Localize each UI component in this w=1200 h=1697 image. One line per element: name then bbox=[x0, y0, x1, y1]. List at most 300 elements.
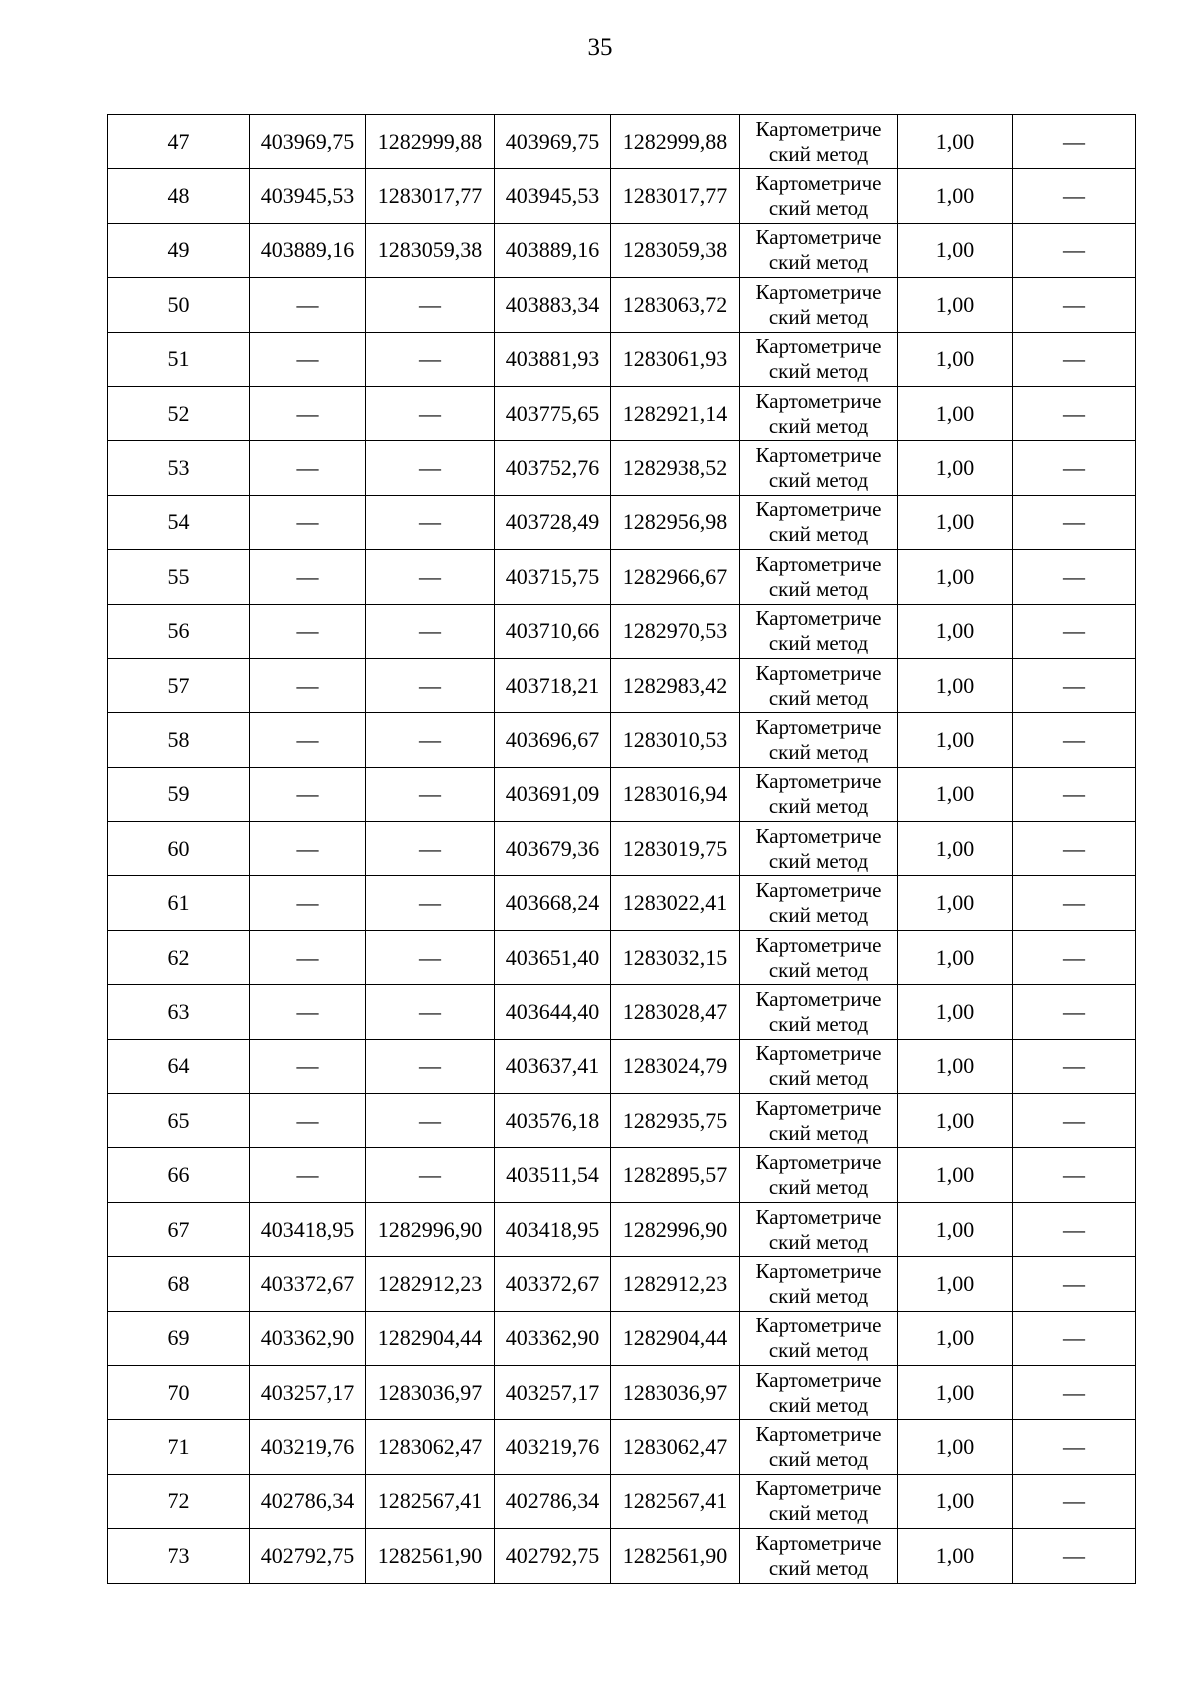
refined-x-cell: 403696,67 bbox=[495, 713, 611, 767]
point-number-cell: 57 bbox=[108, 658, 250, 712]
method-cell bbox=[740, 495, 898, 549]
refined-y-cell: 1283036,97 bbox=[611, 1365, 740, 1419]
method-cell bbox=[740, 876, 898, 930]
refined-x-cell: 403372,67 bbox=[495, 1257, 611, 1311]
accuracy-cell: 1,00 bbox=[898, 1365, 1013, 1419]
method-line-2: ский метод bbox=[768, 1447, 869, 1472]
accuracy-cell: 1,00 bbox=[898, 1257, 1013, 1311]
method-cell bbox=[740, 1094, 898, 1148]
refined-x-cell: 403644,40 bbox=[495, 985, 611, 1039]
existing-y-cell: — bbox=[366, 767, 495, 821]
method-line-2: ский метод bbox=[768, 631, 869, 656]
refined-x-cell: 403257,17 bbox=[495, 1365, 611, 1419]
table-row bbox=[108, 1365, 1136, 1419]
note-cell: — bbox=[1013, 1039, 1136, 1093]
method-cell bbox=[740, 985, 898, 1039]
refined-y-cell: 1282561,90 bbox=[611, 1529, 740, 1583]
table-row bbox=[108, 278, 1136, 332]
method-line-1: Картометриче bbox=[755, 878, 882, 903]
existing-y-cell: 1283059,38 bbox=[366, 223, 495, 277]
method-line-2: ский метод bbox=[768, 794, 869, 819]
existing-x-cell: — bbox=[250, 386, 366, 440]
method-line-1: Картометриче bbox=[755, 116, 882, 141]
refined-x-cell: 403691,09 bbox=[495, 767, 611, 821]
note-cell: — bbox=[1013, 441, 1136, 495]
refined-x-cell: 403637,41 bbox=[495, 1039, 611, 1093]
method-cell bbox=[740, 278, 898, 332]
table-row bbox=[108, 930, 1136, 984]
table-row bbox=[108, 1420, 1136, 1474]
refined-y-cell: 1282912,23 bbox=[611, 1257, 740, 1311]
existing-y-cell: — bbox=[366, 713, 495, 767]
point-number-cell: 55 bbox=[108, 550, 250, 604]
point-number-cell: 56 bbox=[108, 604, 250, 658]
method-line-2: ский метод bbox=[768, 250, 869, 275]
table-row bbox=[108, 386, 1136, 440]
accuracy-cell: 1,00 bbox=[898, 822, 1013, 876]
accuracy-cell: 1,00 bbox=[898, 604, 1013, 658]
method-line-2: ский метод bbox=[768, 468, 869, 493]
note-cell: — bbox=[1013, 115, 1136, 169]
table-row bbox=[108, 1474, 1136, 1528]
table-row bbox=[108, 1039, 1136, 1093]
existing-x-cell: — bbox=[250, 278, 366, 332]
accuracy-cell: 1,00 bbox=[898, 1202, 1013, 1256]
accuracy-cell: 1,00 bbox=[898, 1039, 1013, 1093]
point-number-cell: 62 bbox=[108, 930, 250, 984]
accuracy-cell: 1,00 bbox=[898, 930, 1013, 984]
method-line-2: ский метод bbox=[768, 1338, 869, 1363]
refined-y-cell: 1283010,53 bbox=[611, 713, 740, 767]
existing-y-cell: — bbox=[366, 822, 495, 876]
existing-x-cell: — bbox=[250, 713, 366, 767]
existing-y-cell: 1282567,41 bbox=[366, 1474, 495, 1528]
method-line-1: Картометриче bbox=[755, 225, 882, 250]
accuracy-cell: 1,00 bbox=[898, 1474, 1013, 1528]
note-cell: — bbox=[1013, 713, 1136, 767]
accuracy-cell: 1,00 bbox=[898, 985, 1013, 1039]
refined-x-cell: 403219,76 bbox=[495, 1420, 611, 1474]
existing-x-cell: — bbox=[250, 658, 366, 712]
note-cell: — bbox=[1013, 1257, 1136, 1311]
point-number-cell: 61 bbox=[108, 876, 250, 930]
existing-x-cell: — bbox=[250, 876, 366, 930]
point-number-cell: 51 bbox=[108, 332, 250, 386]
method-line-1: Картометриче bbox=[755, 1095, 882, 1120]
point-number-cell: 53 bbox=[108, 441, 250, 495]
existing-y-cell: — bbox=[366, 1148, 495, 1202]
existing-y-cell: 1282996,90 bbox=[366, 1202, 495, 1256]
method-line-2: ский метод bbox=[768, 848, 869, 873]
method-cell bbox=[740, 1420, 898, 1474]
refined-x-cell: 403715,75 bbox=[495, 550, 611, 604]
existing-y-cell: — bbox=[366, 550, 495, 604]
method-line-2: ский метод bbox=[768, 576, 869, 601]
table-row bbox=[108, 223, 1136, 277]
method-cell bbox=[740, 441, 898, 495]
method-line-2: ский метод bbox=[768, 522, 869, 547]
existing-x-cell: 403889,16 bbox=[250, 223, 366, 277]
note-cell: — bbox=[1013, 1311, 1136, 1365]
accuracy-cell: 1,00 bbox=[898, 441, 1013, 495]
table-row bbox=[108, 441, 1136, 495]
existing-x-cell: — bbox=[250, 767, 366, 821]
refined-x-cell: 402786,34 bbox=[495, 1474, 611, 1528]
refined-x-cell: 403651,40 bbox=[495, 930, 611, 984]
point-number-cell: 58 bbox=[108, 713, 250, 767]
method-line-1: Картометриче bbox=[755, 1530, 882, 1555]
note-cell: — bbox=[1013, 1148, 1136, 1202]
method-line-2: ский метод bbox=[768, 1175, 869, 1200]
refined-y-cell: 1282956,98 bbox=[611, 495, 740, 549]
method-cell bbox=[740, 713, 898, 767]
table-row bbox=[108, 1311, 1136, 1365]
accuracy-cell: 1,00 bbox=[898, 658, 1013, 712]
existing-y-cell: 1282999,88 bbox=[366, 115, 495, 169]
method-line-1: Картометриче bbox=[755, 551, 882, 576]
method-line-1: Картометриче bbox=[755, 1041, 882, 1066]
refined-y-cell: 1282921,14 bbox=[611, 386, 740, 440]
note-cell: — bbox=[1013, 1094, 1136, 1148]
method-cell bbox=[740, 550, 898, 604]
note-cell: — bbox=[1013, 495, 1136, 549]
refined-y-cell: 1282904,44 bbox=[611, 1311, 740, 1365]
existing-x-cell: 403257,17 bbox=[250, 1365, 366, 1419]
existing-x-cell: — bbox=[250, 1039, 366, 1093]
method-line-1: Картометриче bbox=[755, 388, 882, 413]
refined-x-cell: 403728,49 bbox=[495, 495, 611, 549]
note-cell: — bbox=[1013, 332, 1136, 386]
table-row bbox=[108, 332, 1136, 386]
refined-y-cell: 1283022,41 bbox=[611, 876, 740, 930]
existing-y-cell: 1283017,77 bbox=[366, 169, 495, 223]
accuracy-cell: 1,00 bbox=[898, 1311, 1013, 1365]
table-row bbox=[108, 604, 1136, 658]
table-row bbox=[108, 1148, 1136, 1202]
accuracy-cell: 1,00 bbox=[898, 223, 1013, 277]
method-line-2: ский метод bbox=[768, 304, 869, 329]
refined-y-cell: 1282983,42 bbox=[611, 658, 740, 712]
refined-x-cell: 403752,76 bbox=[495, 441, 611, 495]
existing-y-cell: — bbox=[366, 386, 495, 440]
refined-y-cell: 1282895,57 bbox=[611, 1148, 740, 1202]
method-line-1: Картометриче bbox=[755, 660, 882, 685]
table-row bbox=[108, 767, 1136, 821]
point-number-cell: 50 bbox=[108, 278, 250, 332]
note-cell: — bbox=[1013, 1529, 1136, 1583]
method-cell bbox=[740, 169, 898, 223]
existing-y-cell: — bbox=[366, 985, 495, 1039]
page-number: 35 bbox=[587, 34, 613, 61]
point-number-cell: 67 bbox=[108, 1202, 250, 1256]
method-cell bbox=[740, 604, 898, 658]
existing-x-cell: — bbox=[250, 332, 366, 386]
point-number-cell: 52 bbox=[108, 386, 250, 440]
method-line-2: ский метод bbox=[768, 1283, 869, 1308]
existing-x-cell: — bbox=[250, 441, 366, 495]
note-cell: — bbox=[1013, 876, 1136, 930]
refined-y-cell: 1282567,41 bbox=[611, 1474, 740, 1528]
method-line-1: Картометриче bbox=[755, 714, 882, 739]
refined-x-cell: 403710,66 bbox=[495, 604, 611, 658]
table-row bbox=[108, 713, 1136, 767]
refined-y-cell: 1283017,77 bbox=[611, 169, 740, 223]
method-cell bbox=[740, 1039, 898, 1093]
note-cell: — bbox=[1013, 223, 1136, 277]
existing-y-cell: — bbox=[366, 332, 495, 386]
method-cell bbox=[740, 1474, 898, 1528]
existing-x-cell: — bbox=[250, 822, 366, 876]
existing-x-cell: 403372,67 bbox=[250, 1257, 366, 1311]
point-number-cell: 63 bbox=[108, 985, 250, 1039]
note-cell: — bbox=[1013, 767, 1136, 821]
existing-x-cell: 403969,75 bbox=[250, 115, 366, 169]
existing-y-cell: — bbox=[366, 876, 495, 930]
point-number-cell: 54 bbox=[108, 495, 250, 549]
note-cell: — bbox=[1013, 169, 1136, 223]
refined-x-cell: 403945,53 bbox=[495, 169, 611, 223]
accuracy-cell: 1,00 bbox=[898, 278, 1013, 332]
table-row bbox=[108, 1257, 1136, 1311]
refined-y-cell: 1283062,47 bbox=[611, 1420, 740, 1474]
accuracy-cell: 1,00 bbox=[898, 495, 1013, 549]
refined-y-cell: 1282935,75 bbox=[611, 1094, 740, 1148]
table-row bbox=[108, 169, 1136, 223]
refined-x-cell: 403362,90 bbox=[495, 1311, 611, 1365]
existing-x-cell: 403362,90 bbox=[250, 1311, 366, 1365]
existing-y-cell: 1283036,97 bbox=[366, 1365, 495, 1419]
refined-y-cell: 1282996,90 bbox=[611, 1202, 740, 1256]
method-cell bbox=[740, 386, 898, 440]
method-line-1: Картометриче bbox=[755, 606, 882, 631]
method-line-2: ский метод bbox=[768, 685, 869, 710]
existing-y-cell: 1282904,44 bbox=[366, 1311, 495, 1365]
method-cell bbox=[740, 1148, 898, 1202]
table-row bbox=[108, 822, 1136, 876]
method-line-2: ский метод bbox=[768, 196, 869, 221]
existing-x-cell: 402792,75 bbox=[250, 1529, 366, 1583]
note-cell: — bbox=[1013, 658, 1136, 712]
point-number-cell: 73 bbox=[108, 1529, 250, 1583]
refined-x-cell: 402792,75 bbox=[495, 1529, 611, 1583]
accuracy-cell: 1,00 bbox=[898, 713, 1013, 767]
method-line-2: ский метод bbox=[768, 1555, 869, 1580]
refined-y-cell: 1282999,88 bbox=[611, 115, 740, 169]
accuracy-cell: 1,00 bbox=[898, 767, 1013, 821]
method-line-1: Картометриче bbox=[755, 1367, 882, 1392]
method-line-2: ский метод bbox=[768, 1066, 869, 1091]
point-number-cell: 68 bbox=[108, 1257, 250, 1311]
existing-x-cell: — bbox=[250, 930, 366, 984]
refined-x-cell: 403775,65 bbox=[495, 386, 611, 440]
method-line-2: ский метод bbox=[768, 141, 869, 166]
table-row bbox=[108, 876, 1136, 930]
method-line-2: ский метод bbox=[768, 413, 869, 438]
method-line-1: Картометриче bbox=[755, 1150, 882, 1175]
method-line-1: Картометриче bbox=[755, 1422, 882, 1447]
table-body bbox=[108, 115, 1136, 1584]
method-cell bbox=[740, 1257, 898, 1311]
method-line-2: ский метод bbox=[768, 1229, 869, 1254]
point-number-cell: 66 bbox=[108, 1148, 250, 1202]
refined-y-cell: 1283019,75 bbox=[611, 822, 740, 876]
refined-y-cell: 1282938,52 bbox=[611, 441, 740, 495]
refined-y-cell: 1283063,72 bbox=[611, 278, 740, 332]
method-line-2: ский метод bbox=[768, 1392, 869, 1417]
note-cell: — bbox=[1013, 1202, 1136, 1256]
refined-y-cell: 1283061,93 bbox=[611, 332, 740, 386]
method-line-1: Картометриче bbox=[755, 443, 882, 468]
note-cell: — bbox=[1013, 550, 1136, 604]
existing-y-cell: 1282561,90 bbox=[366, 1529, 495, 1583]
existing-x-cell: — bbox=[250, 495, 366, 549]
refined-y-cell: 1283028,47 bbox=[611, 985, 740, 1039]
refined-x-cell: 403718,21 bbox=[495, 658, 611, 712]
method-cell bbox=[740, 223, 898, 277]
note-cell: — bbox=[1013, 930, 1136, 984]
point-number-cell: 72 bbox=[108, 1474, 250, 1528]
method-line-2: ский метод bbox=[768, 359, 869, 384]
method-line-1: Картометриче bbox=[755, 1258, 882, 1283]
method-cell bbox=[740, 658, 898, 712]
table-row bbox=[108, 1094, 1136, 1148]
method-line-2: ский метод bbox=[768, 1011, 869, 1036]
accuracy-cell: 1,00 bbox=[898, 550, 1013, 604]
refined-x-cell: 403883,34 bbox=[495, 278, 611, 332]
method-line-1: Картометриче bbox=[755, 279, 882, 304]
refined-y-cell: 1283059,38 bbox=[611, 223, 740, 277]
refined-x-cell: 403668,24 bbox=[495, 876, 611, 930]
method-line-1: Картометриче bbox=[755, 334, 882, 359]
method-cell bbox=[740, 1311, 898, 1365]
refined-y-cell: 1283032,15 bbox=[611, 930, 740, 984]
accuracy-cell: 1,00 bbox=[898, 332, 1013, 386]
note-cell: — bbox=[1013, 1420, 1136, 1474]
method-cell bbox=[740, 930, 898, 984]
point-number-cell: 48 bbox=[108, 169, 250, 223]
note-cell: — bbox=[1013, 822, 1136, 876]
refined-y-cell: 1282966,67 bbox=[611, 550, 740, 604]
point-number-cell: 64 bbox=[108, 1039, 250, 1093]
method-line-1: Картометриче bbox=[755, 1204, 882, 1229]
point-number-cell: 69 bbox=[108, 1311, 250, 1365]
note-cell: — bbox=[1013, 278, 1136, 332]
note-cell: — bbox=[1013, 1474, 1136, 1528]
table-row bbox=[108, 1202, 1136, 1256]
method-line-1: Картометриче bbox=[755, 1476, 882, 1501]
method-line-1: Картометриче bbox=[755, 497, 882, 522]
accuracy-cell: 1,00 bbox=[898, 1148, 1013, 1202]
existing-y-cell: — bbox=[366, 495, 495, 549]
existing-y-cell: — bbox=[366, 930, 495, 984]
refined-x-cell: 403881,93 bbox=[495, 332, 611, 386]
refined-y-cell: 1283024,79 bbox=[611, 1039, 740, 1093]
existing-x-cell: — bbox=[250, 1094, 366, 1148]
method-cell bbox=[740, 1529, 898, 1583]
accuracy-cell: 1,00 bbox=[898, 1420, 1013, 1474]
note-cell: — bbox=[1013, 386, 1136, 440]
existing-y-cell: — bbox=[366, 441, 495, 495]
existing-y-cell: 1283062,47 bbox=[366, 1420, 495, 1474]
method-line-1: Картометриче bbox=[755, 932, 882, 957]
existing-y-cell: — bbox=[366, 604, 495, 658]
refined-x-cell: 403511,54 bbox=[495, 1148, 611, 1202]
method-cell bbox=[740, 332, 898, 386]
point-number-cell: 49 bbox=[108, 223, 250, 277]
existing-x-cell: 403418,95 bbox=[250, 1202, 366, 1256]
accuracy-cell: 1,00 bbox=[898, 876, 1013, 930]
coordinates-table bbox=[107, 114, 1136, 1584]
refined-x-cell: 403418,95 bbox=[495, 1202, 611, 1256]
table-row bbox=[108, 1529, 1136, 1583]
accuracy-cell: 1,00 bbox=[898, 169, 1013, 223]
table-row bbox=[108, 985, 1136, 1039]
accuracy-cell: 1,00 bbox=[898, 1529, 1013, 1583]
method-line-1: Картометриче bbox=[755, 769, 882, 794]
table-row bbox=[108, 658, 1136, 712]
table-row bbox=[108, 495, 1136, 549]
existing-x-cell: — bbox=[250, 985, 366, 1039]
note-cell: — bbox=[1013, 1365, 1136, 1419]
method-line-2: ский метод bbox=[768, 957, 869, 982]
accuracy-cell: 1,00 bbox=[898, 386, 1013, 440]
point-number-cell: 59 bbox=[108, 767, 250, 821]
accuracy-cell: 1,00 bbox=[898, 1094, 1013, 1148]
method-line-2: ский метод bbox=[768, 739, 869, 764]
method-line-1: Картометриче bbox=[755, 986, 882, 1011]
table-row bbox=[108, 550, 1136, 604]
existing-x-cell: — bbox=[250, 550, 366, 604]
method-line-1: Картометриче bbox=[755, 1313, 882, 1338]
existing-y-cell: 1282912,23 bbox=[366, 1257, 495, 1311]
method-line-1: Картометриче bbox=[755, 823, 882, 848]
refined-x-cell: 403889,16 bbox=[495, 223, 611, 277]
accuracy-cell: 1,00 bbox=[898, 115, 1013, 169]
method-cell bbox=[740, 767, 898, 821]
note-cell: — bbox=[1013, 604, 1136, 658]
method-cell bbox=[740, 822, 898, 876]
point-number-cell: 47 bbox=[108, 115, 250, 169]
method-line-2: ский метод bbox=[768, 1501, 869, 1526]
refined-x-cell: 403576,18 bbox=[495, 1094, 611, 1148]
refined-y-cell: 1282970,53 bbox=[611, 604, 740, 658]
existing-x-cell: 403219,76 bbox=[250, 1420, 366, 1474]
method-cell bbox=[740, 1365, 898, 1419]
point-number-cell: 71 bbox=[108, 1420, 250, 1474]
existing-y-cell: — bbox=[366, 658, 495, 712]
existing-x-cell: — bbox=[250, 604, 366, 658]
method-line-2: ский метод bbox=[768, 1120, 869, 1145]
refined-x-cell: 403679,36 bbox=[495, 822, 611, 876]
refined-x-cell: 403969,75 bbox=[495, 115, 611, 169]
refined-y-cell: 1283016,94 bbox=[611, 767, 740, 821]
note-cell: — bbox=[1013, 985, 1136, 1039]
existing-y-cell: — bbox=[366, 278, 495, 332]
method-cell bbox=[740, 1202, 898, 1256]
existing-x-cell: 402786,34 bbox=[250, 1474, 366, 1528]
point-number-cell: 60 bbox=[108, 822, 250, 876]
table-row bbox=[108, 115, 1136, 169]
existing-y-cell: — bbox=[366, 1039, 495, 1093]
existing-x-cell: 403945,53 bbox=[250, 169, 366, 223]
point-number-cell: 70 bbox=[108, 1365, 250, 1419]
method-line-1: Картометриче bbox=[755, 171, 882, 196]
point-number-cell: 65 bbox=[108, 1094, 250, 1148]
method-cell bbox=[740, 115, 898, 169]
existing-y-cell: — bbox=[366, 1094, 495, 1148]
method-line-2: ский метод bbox=[768, 903, 869, 928]
existing-x-cell: — bbox=[250, 1148, 366, 1202]
